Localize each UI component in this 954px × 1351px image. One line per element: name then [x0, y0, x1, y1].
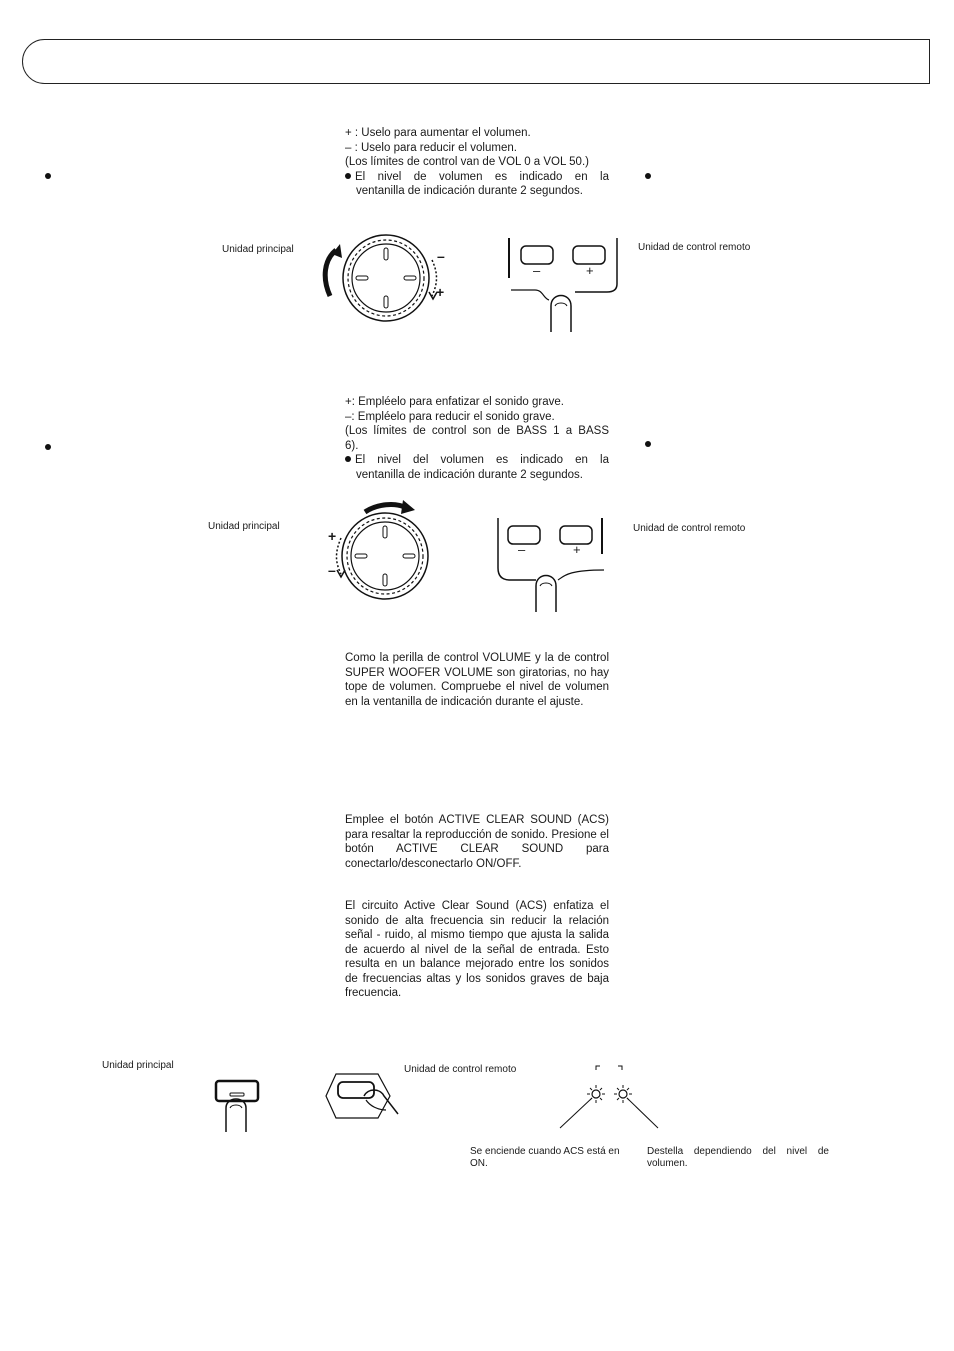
volume-knob-illustration	[318, 228, 448, 328]
bass-remote-minus: –	[518, 542, 526, 557]
bass-knob-plus: +	[328, 528, 337, 544]
caution-paragraph: Como la perilla de control VOLUME y la de control SUPER WOOFER VOLUME son giratorias, no hay tope de volumen. Compruebe el nivel de volumen en la ventanilla de indicación durante el ajuste.	[345, 652, 609, 708]
acs-paragraph-2: El circuito Active Clear Sound (ACS) enfatiza el sonido de alta frecuencia sin reducir la relación señal - ruido, al mismo tiempo que ajusta la salida de acuerdo al nivel de la señal de entrada. Esto resulta en un balance mejorado entre los sonidos de frecuencias altas y los sonidos graves de baja frecuencia.	[345, 900, 609, 999]
bass-knob-minus: –	[328, 562, 336, 578]
bass-remote-label: Unidad de control remoto	[633, 523, 746, 534]
volume-instructions	[345, 126, 609, 199]
margin-bullet-left-1	[45, 173, 51, 179]
bass-line-minus: –: Empléelo para reducir el sonido grave.	[345, 410, 555, 423]
bass-limits-line1: (Los límites de control son de BASS 1 a BASS	[345, 425, 609, 437]
margin-bullet-right-1	[645, 173, 651, 179]
volume-remote-minus: –	[533, 263, 541, 278]
section-header-tab	[22, 39, 930, 84]
acs-remote-label: Unidad de control remoto	[404, 1064, 517, 1075]
acs-right-caption: Destella dependiendo del nivel de volumen.	[647, 1146, 829, 1169]
volume-knob-plus: +	[436, 284, 445, 300]
bass-remote-illustration	[494, 514, 614, 614]
volume-line-limits: (Los límites de control van de VOL 0 a VOL 50.)	[345, 156, 589, 168]
acs-left-caption: Se enciende cuando ACS está en ON.	[470, 1146, 620, 1169]
volume-knob-minus: –	[437, 248, 445, 264]
bass-note-line1: El nivel del volumen es indicado en la	[345, 453, 609, 468]
volume-note-line1: El nivel de volumen es indicado en la	[345, 170, 609, 185]
volume-note-line2: ventanilla de indicación durante 2 segundos.	[356, 185, 583, 197]
bass-instructions	[345, 395, 609, 482]
bass-knob-illustration	[325, 492, 445, 602]
acs-main-unit-button-illustration	[212, 1078, 272, 1138]
volume-remote-label: Unidad de control remoto	[638, 242, 751, 253]
volume-line-minus: – : Uselo para reducir el volumen.	[345, 141, 517, 154]
acs-remote-button-illustration	[322, 1070, 402, 1130]
volume-remote-plus: +	[586, 263, 594, 278]
margin-bullet-right-2	[645, 441, 651, 447]
bass-note-line2: ventanilla de indicación durante 2 segundos.	[356, 468, 583, 481]
acs-indicator-illustration	[556, 1062, 666, 1132]
bass-main-unit-label: Unidad principal	[208, 521, 280, 532]
volume-main-unit-label: Unidad principal	[222, 244, 294, 255]
volume-line-plus: + : Uselo para aumentar el volumen.	[345, 127, 531, 139]
volume-remote-illustration	[505, 234, 625, 334]
bass-remote-plus: +	[573, 542, 581, 557]
bass-limits-line2: 6).	[345, 439, 359, 452]
acs-main-unit-label: Unidad principal	[102, 1060, 174, 1071]
note-bullet	[345, 456, 351, 462]
bass-line-plus: +: Empléelo para enfatizar el sonido grave.	[345, 396, 564, 408]
acs-paragraph-1: Emplee el botón ACTIVE CLEAR SOUND (ACS) para resaltar la reproducción de sonido. Presione el botón ACTIVE CLEAR SOUND para conectarlo/desconectarlo ON/OFF.	[345, 814, 609, 870]
note-bullet	[345, 173, 351, 179]
margin-bullet-left-2	[45, 444, 51, 450]
